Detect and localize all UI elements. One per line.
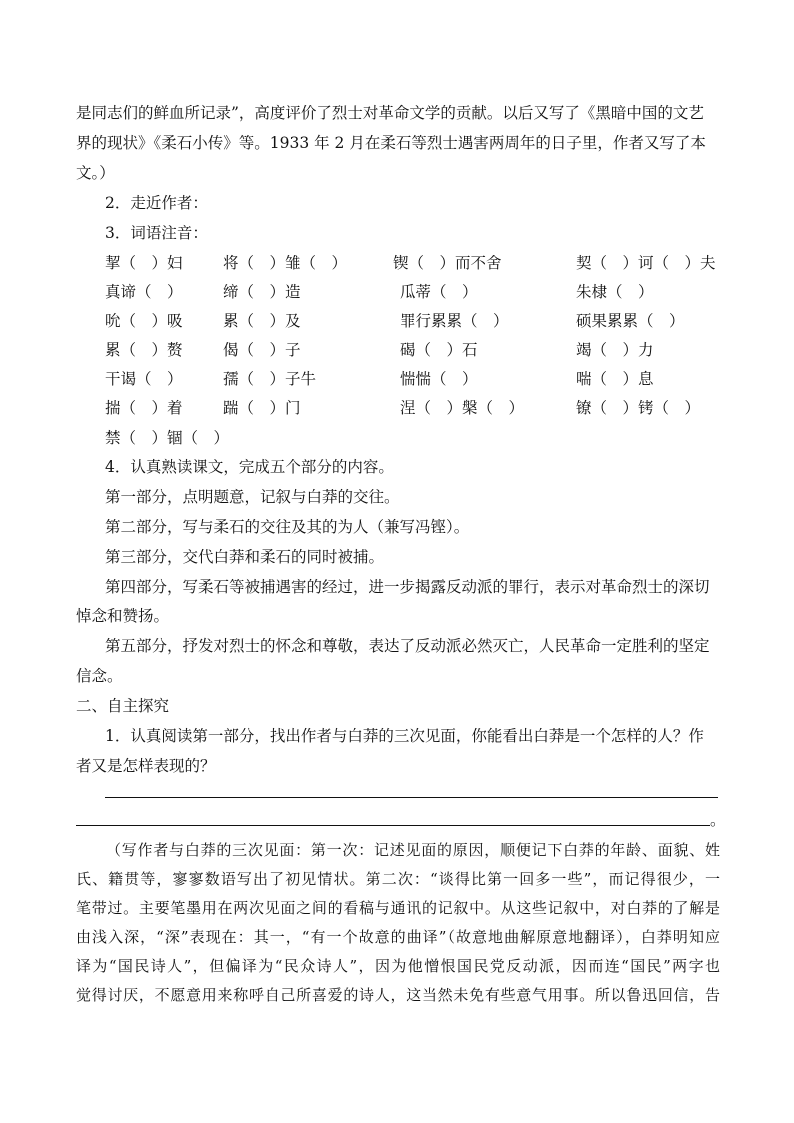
vocab-item: 揣（ ）着 — [105, 399, 183, 417]
part-3: 第三部分，交代白莽和柔石的同时被捕。 — [105, 548, 385, 566]
vocab-item: 挈（ ）妇 — [105, 254, 183, 272]
explanation-paragraph — [76, 836, 720, 1010]
vocab-item: 瓜蒂（ ） — [400, 283, 478, 301]
vocab-item: 踹（ ）门 — [223, 399, 301, 417]
answer-end-mark: 。 — [710, 811, 726, 829]
vocab-item: 契（ ）诃（ ）夫 — [576, 254, 716, 272]
answer-line-1[interactable] — [105, 797, 718, 798]
vocab-item: 将（ ）雏（ ） — [223, 254, 348, 272]
part-4-line-1: 第四部分，写柔石等被捕遇害的经过，进一步揭露反动派的罪行，表示对革命烈士的深切 — [105, 578, 710, 596]
vocab-item: 偈（ ）子 — [223, 341, 301, 359]
intro-line-1: 是同志们的鲜血所记录”，高度评价了烈士对革命文学的贡献。以后又写了《黑暗中国的文艺 — [76, 104, 704, 122]
item-4-instruction: 4．认真熟读课文，完成五个部分的内容。 — [105, 458, 394, 476]
vocab-item: 锲（ ）而不舍 — [393, 254, 502, 272]
answer-line-2[interactable] — [76, 825, 710, 826]
vocab-item: 朱棣（ ） — [576, 283, 654, 301]
vocab-item: 干谒（ ） — [105, 370, 183, 388]
part-5-line-2: 信念。 — [76, 667, 123, 685]
vocab-item: 镣（ ）铐（ ） — [576, 399, 701, 417]
intro-line-3: 文。） — [76, 164, 115, 182]
intro-line-2: 界的现状》《柔石小传》等。1933 年 2 月在柔石等烈士遇害两周年的日子里，作者又写了本 — [76, 134, 706, 152]
question-1-line-2: 者又是怎样表现的？ — [76, 757, 216, 775]
item-3-pronunciation: 3．词语注音： — [105, 224, 208, 242]
vocab-item: 缔（ ）造 — [223, 283, 301, 301]
explanation-line: 笔带过。主要笔墨用在两次见面之间的看稿与通讯的记叙中。从这些记叙中，对白莽的了解是 — [76, 899, 720, 917]
item-2-author: 2．走近作者： — [105, 194, 208, 212]
question-1-line-1: 1．认真阅读第一部分，找出作者与白莽的三次见面，你能看出白莽是一个怎样的人？作 — [105, 727, 704, 745]
section-2-heading: 二、自主探究 — [76, 697, 170, 715]
vocab-item: 累（ ）赘 — [105, 341, 183, 359]
explanation-line: 觉得讨厌，不愿意用来称呼自己所喜爱的诗人，这当然未免有些意气用事。所以鲁迅回信，告 — [76, 986, 720, 1004]
part-1: 第一部分，点明题意，记叙与白莽的交往。 — [105, 488, 400, 506]
part-4-line-2: 悼念和赞扬。 — [76, 607, 170, 625]
explanation-line: 译为“国民诗人”，但偏译为“民众诗人”，因为他憎恨国民党反动派，因而连“国民”两字也 — [76, 957, 720, 975]
vocab-item: 硕果累累（ ） — [576, 312, 685, 330]
vocab-item: 孺（ ）子牛 — [223, 370, 317, 388]
vocab-item: 吮（ ）吸 — [105, 312, 183, 330]
vocab-item: 涅（ ）槃（ ） — [400, 399, 525, 417]
part-5-line-1: 第五部分，抒发对烈士的怀念和尊敬，表达了反动派必然灭亡，人民革命一定胜利的坚定 — [105, 637, 710, 655]
vocab-item: 惴惴（ ） — [400, 370, 478, 388]
vocab-item: 碣（ ）石 — [400, 341, 478, 359]
vocab-item: 罪行累累（ ） — [400, 312, 509, 330]
part-2: 第二部分，写与柔石的交往及其的为人（兼写冯铿）。 — [105, 518, 470, 536]
vocab-item: 竭（ ）力 — [576, 341, 654, 359]
explanation-line: 由浅入深，“深”表现在：其一，“有一个故意的曲译”（故意地曲解原意地翻译），白莽明知应 — [76, 928, 720, 946]
vocab-item: 真谛（ ） — [105, 283, 183, 301]
vocab-item: 禁（ ）锢（ ） — [105, 429, 230, 447]
explanation-line: 氏、籍贯等，寥寥数语写出了初见情状。第二次：“谈得比第一回多一些”，而记得很少，一 — [76, 870, 720, 888]
explanation-line: （写作者与白莽的三次见面：第一次：记述见面的原因，顺便记下白莽的年龄、面貌、姓 — [106, 841, 720, 859]
vocab-item: 喘（ ）息 — [576, 370, 654, 388]
vocab-item: 累（ ）及 — [223, 312, 301, 330]
